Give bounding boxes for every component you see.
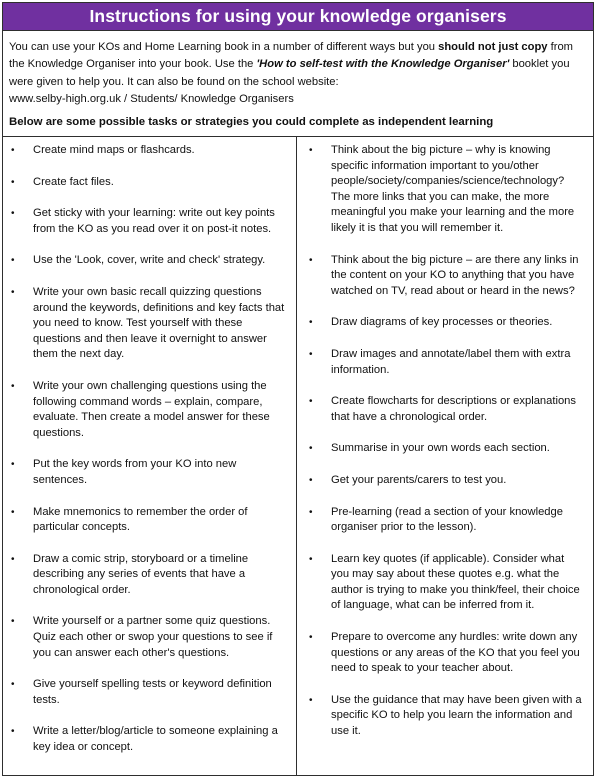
task-text: Put the key words from your KO into new sentences. [33,458,237,486]
bullet-icon: • [11,553,15,565]
bullet-icon: • [11,286,15,298]
list-item [9,206,288,237]
bullet-icon: • [11,176,15,188]
list-item [307,347,583,378]
task-text: Use the 'Look, cover, write and check' strategy. [33,254,266,267]
bullet-icon: • [11,459,15,471]
tasks-table [3,137,593,776]
list-item [307,505,583,536]
bullet-icon: • [11,726,15,738]
task-text: Create fact files. [33,175,114,188]
list-item [9,143,288,159]
website-path: www.selby-high.org.uk / Students/ Knowledge Organisers [9,92,294,105]
list-item [307,693,583,740]
task-text: Think about the big picture – are there any links in the content on your KO to anything that you have watched on TV, read about or heard in the news? [331,253,579,297]
intro-paragraph [3,31,593,111]
bullet-icon: • [11,255,15,267]
task-text: Write your own basic recall quizzing questions around the keywords, definitions and key facts that you need to know. Test yourself with these questions and then leave it overnight to answer them the next day. [33,285,285,361]
task-text: Draw diagrams of key processes or theories. [331,316,553,329]
bullet-icon: • [309,145,313,156]
bullet-icon: • [11,208,15,220]
list-item [9,253,288,269]
tasks-heading: Below are some possible tasks or strategies you could complete as independent learning [3,111,593,137]
right-task-column [297,137,593,776]
bullet-icon: • [309,506,313,518]
task-text: Make mnemonics to remember the order of particular concepts. [33,505,248,534]
bullet-icon: • [309,694,313,706]
intro-text-1: You can use your KOs and Home Learning book in a number of different ways but you [9,41,439,53]
list-item [307,315,583,331]
intro-emphasis: should not just copy [438,41,548,53]
intro-text-2: from the Knowledge Organiser into your book. Use the [9,41,573,71]
list-item [307,441,583,457]
bullet-icon: • [11,679,15,691]
task-text: Use the guidance that may have been given with a specific KO to help you learn the information and use it. [331,693,582,738]
list-item [9,175,288,191]
task-text: Pre-learning (read a section of your knowledge organiser prior to the lesson). [331,505,563,534]
bullet-icon: • [309,443,313,455]
knowledge-organiser-instructions [2,2,594,776]
bullet-icon: • [309,553,313,565]
bullet-icon: • [309,396,313,408]
task-text: Prepare to overcome any hurdles: write down any questions or any areas of the KO that you feel you need to speak to your teacher about. [331,631,580,675]
list-item [9,457,288,488]
list-item [307,394,583,425]
task-text: Write yourself or a partner some quiz questions. Quiz each other or swop your questions to see if you can answer each other's questions. [33,615,273,659]
task-text: Get sticky with your learning: write out key points from the KO as you read over it on post-it notes. [33,207,275,235]
left-task-column [3,137,297,776]
list-item [307,630,583,677]
task-text: Write your own challenging questions using the following command words – explain, compare, evaluate. Then create a model answer for these questions. [33,379,270,439]
list-item [9,724,288,755]
list-item [9,552,288,599]
bullet-icon: • [309,254,313,266]
task-text: Draw images and annotate/label them with extra information. [331,347,571,376]
task-text: Give yourself spelling tests or keyword definition tests. [33,678,272,706]
task-text: Write a letter/blog/article to someone explaining a key idea or concept. [33,725,278,754]
page-title: Instructions for using your knowledge organisers [3,3,593,31]
bullet-icon: • [11,380,15,392]
task-text: Think about the big picture – why is knowing specific information important to you/other people/society/companies/science/technology? The more links that you can make, the more meaningful you make your learning and the more likely it is that you will remember it. [331,144,575,234]
list-item [9,379,288,441]
list-item [307,253,583,300]
task-text: Draw a comic strip, storyboard or a timeline describing any series of events that have a chronological order. [33,552,249,596]
bullet-icon: • [11,145,15,156]
list-item [307,473,583,489]
list-item [9,677,288,708]
bullet-icon: • [309,317,313,329]
booklet-title: 'How to self-test with the Knowledge Organiser' [256,58,510,71]
bullet-icon: • [11,506,15,518]
task-text: Summarise in your own words each section. [331,442,550,455]
task-text: Create mind maps or flashcards. [33,144,195,156]
bullet-icon: • [309,632,313,644]
intro-text-3: booklet you were given to help you. It can also be found on the school website: [9,58,570,88]
task-text: Learn key quotes (if applicable). Consider what you may say about these quotes e.g. what the author is trying to make you think/feel, their choice of language, what can be inferred from it. [331,552,580,612]
bullet-icon: • [309,348,313,360]
task-text: Create flowcharts for descriptions or explanations that have a chronological order. [331,395,576,423]
bullet-icon: • [11,616,15,628]
bullet-icon: • [309,474,313,486]
task-text: Get your parents/carers to test you. [331,473,507,486]
list-item [307,552,583,614]
list-item [9,614,288,661]
list-item [9,505,288,536]
list-item [9,285,288,363]
list-item [307,143,583,237]
